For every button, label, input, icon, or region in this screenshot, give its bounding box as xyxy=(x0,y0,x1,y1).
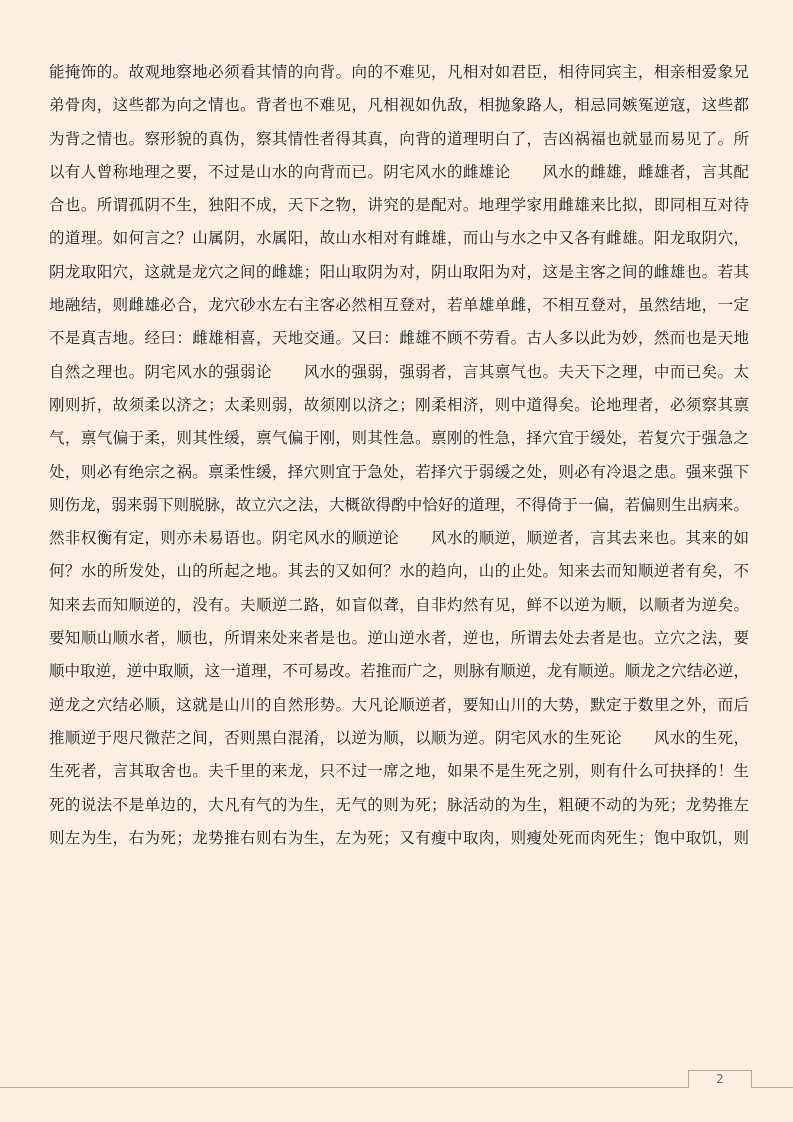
text-line: 不是真吉地。经曰：雌雄相喜，天地交通。又曰：雌雄不顾不劳看。古人多以此为妙，然而也是天地 xyxy=(49,329,749,348)
text-line: 然非权衡有定，则亦未易语也。阴宅风水的顺逆论 风水的顺逆，顺逆者，言其去来也。其来的如 xyxy=(49,529,749,548)
text-line: 合也。所谓孤阴不生，独阳不成，天下之物，讲究的是配对。地理学家用雌雄来比拟，即同相互对待 xyxy=(49,196,749,215)
footer-divider xyxy=(0,1087,793,1088)
text-line: 阴龙取阳穴，这就是龙穴之间的雌雄；阳山取阴为对，阴山取阳为对，这是主客之间的雌雄也。若其 xyxy=(49,262,749,281)
text-line: 为背之情也。察形貌的真伪，察其情性者得其真，向背的道理明白了，吉凶祸福也就显而易见了。所 xyxy=(49,129,749,148)
text-line: 生死者，言其取舍也。夫千里的来龙，只不过一席之地，如果不是生死之别，则有什么可抉择的！生 xyxy=(49,762,749,781)
text-line: 刚则折，故须柔以济之；太柔则弱，故须刚以济之；刚柔相济，则中道得矣。论地理者，必须察其禀 xyxy=(49,395,749,414)
text-line: 知来去而知顺逆的，没有。夫顺逆二路，如盲似聋，自非灼然有见，鲜不以逆为顺，以顺者为逆矣。 xyxy=(49,595,749,614)
text-line: 推顺逆于咫尺微茫之间，否则黑白混淆，以逆为顺，以顺为逆。阴宅风水的生死论 风水的生死， xyxy=(49,728,749,747)
text-line: 以有人曾称地理之要，不过是山水的向背而已。阴宅风水的雌雄论 风水的雌雄，雌雄者，言其配 xyxy=(49,162,749,181)
text-line: 自然之理也。阴宅风水的强弱论 风水的强弱，强弱者，言其禀气也。夫天下之理，中而已矣。太 xyxy=(49,362,749,381)
text-line: 能掩饰的。故观地察地必须看其情的向背。向的不难见，凡相对如君臣，相待同宾主，相亲相爱象兄 xyxy=(49,63,749,81)
text-line: 处，则必有绝宗之祸。禀柔性缓，择穴则宜于急处，若择穴于弱缓之处，则必有冷退之患。强来强下 xyxy=(49,462,749,481)
text-line: 则左为生，右为死；龙势推右则右为生，左为死；又有瘦中取肉，则瘦处死而肉死生；饱中取饥，则 xyxy=(49,828,749,847)
text-line: 逆龙之穴结必顺，这就是山川的自然形势。大凡论顺逆者，要知山川的大势，默定于数里之外，而后 xyxy=(49,695,749,714)
text-line: 弟骨肉，这些都为向之情也。背者也不难见，凡相视如仇敌，相抛象路人，相忌同嫉冤逆寇，这些都 xyxy=(49,96,749,115)
text-line: 何？水的所发处，山的所起之地。其去的又如何？水的趋向，山的止处。知来去而知顺逆者有矣，不 xyxy=(49,562,749,581)
page-number: 2 xyxy=(688,1070,752,1088)
text-line: 气，禀气偏于柔，则其性缓，禀气偏于刚，则其性急。禀刚的性急，择穴宜于缓处，若复穴于强急之 xyxy=(49,429,749,448)
text-line: 地融结，则雌雄必合，龙穴砂水左右主客必然相互登对，若单雄单雌，不相互登对，虽然结地，一定 xyxy=(49,296,749,315)
text-line: 顺中取逆，逆中取顺，这一道理，不可易改。若推而广之，则脉有顺逆，龙有顺逆。顺龙之穴结必逆， xyxy=(49,662,749,681)
text-line: 要知顺山顺水者，顺也，所谓来处来者是也。逆山逆水者，逆也，所谓去处去者是也。立穴之法，要 xyxy=(49,629,749,648)
text-line: 的道理。如何言之？山属阴，水属阳，故山水相对有雌雄，而山与水之中又各有雌雄。阳龙取阴穴， xyxy=(49,229,749,248)
text-line: 则伤龙，弱来弱下则脱脉，故立穴之法，大概欲得酌中恰好的道理，不得倚于一偏，若偏则生出病来。 xyxy=(49,495,749,514)
document-body xyxy=(49,56,749,855)
text-line: 死的说法不是单边的，大凡有气的为生，无气的则为死；脉活动的为生，粗硬不动的为死；龙势推左 xyxy=(49,795,749,814)
